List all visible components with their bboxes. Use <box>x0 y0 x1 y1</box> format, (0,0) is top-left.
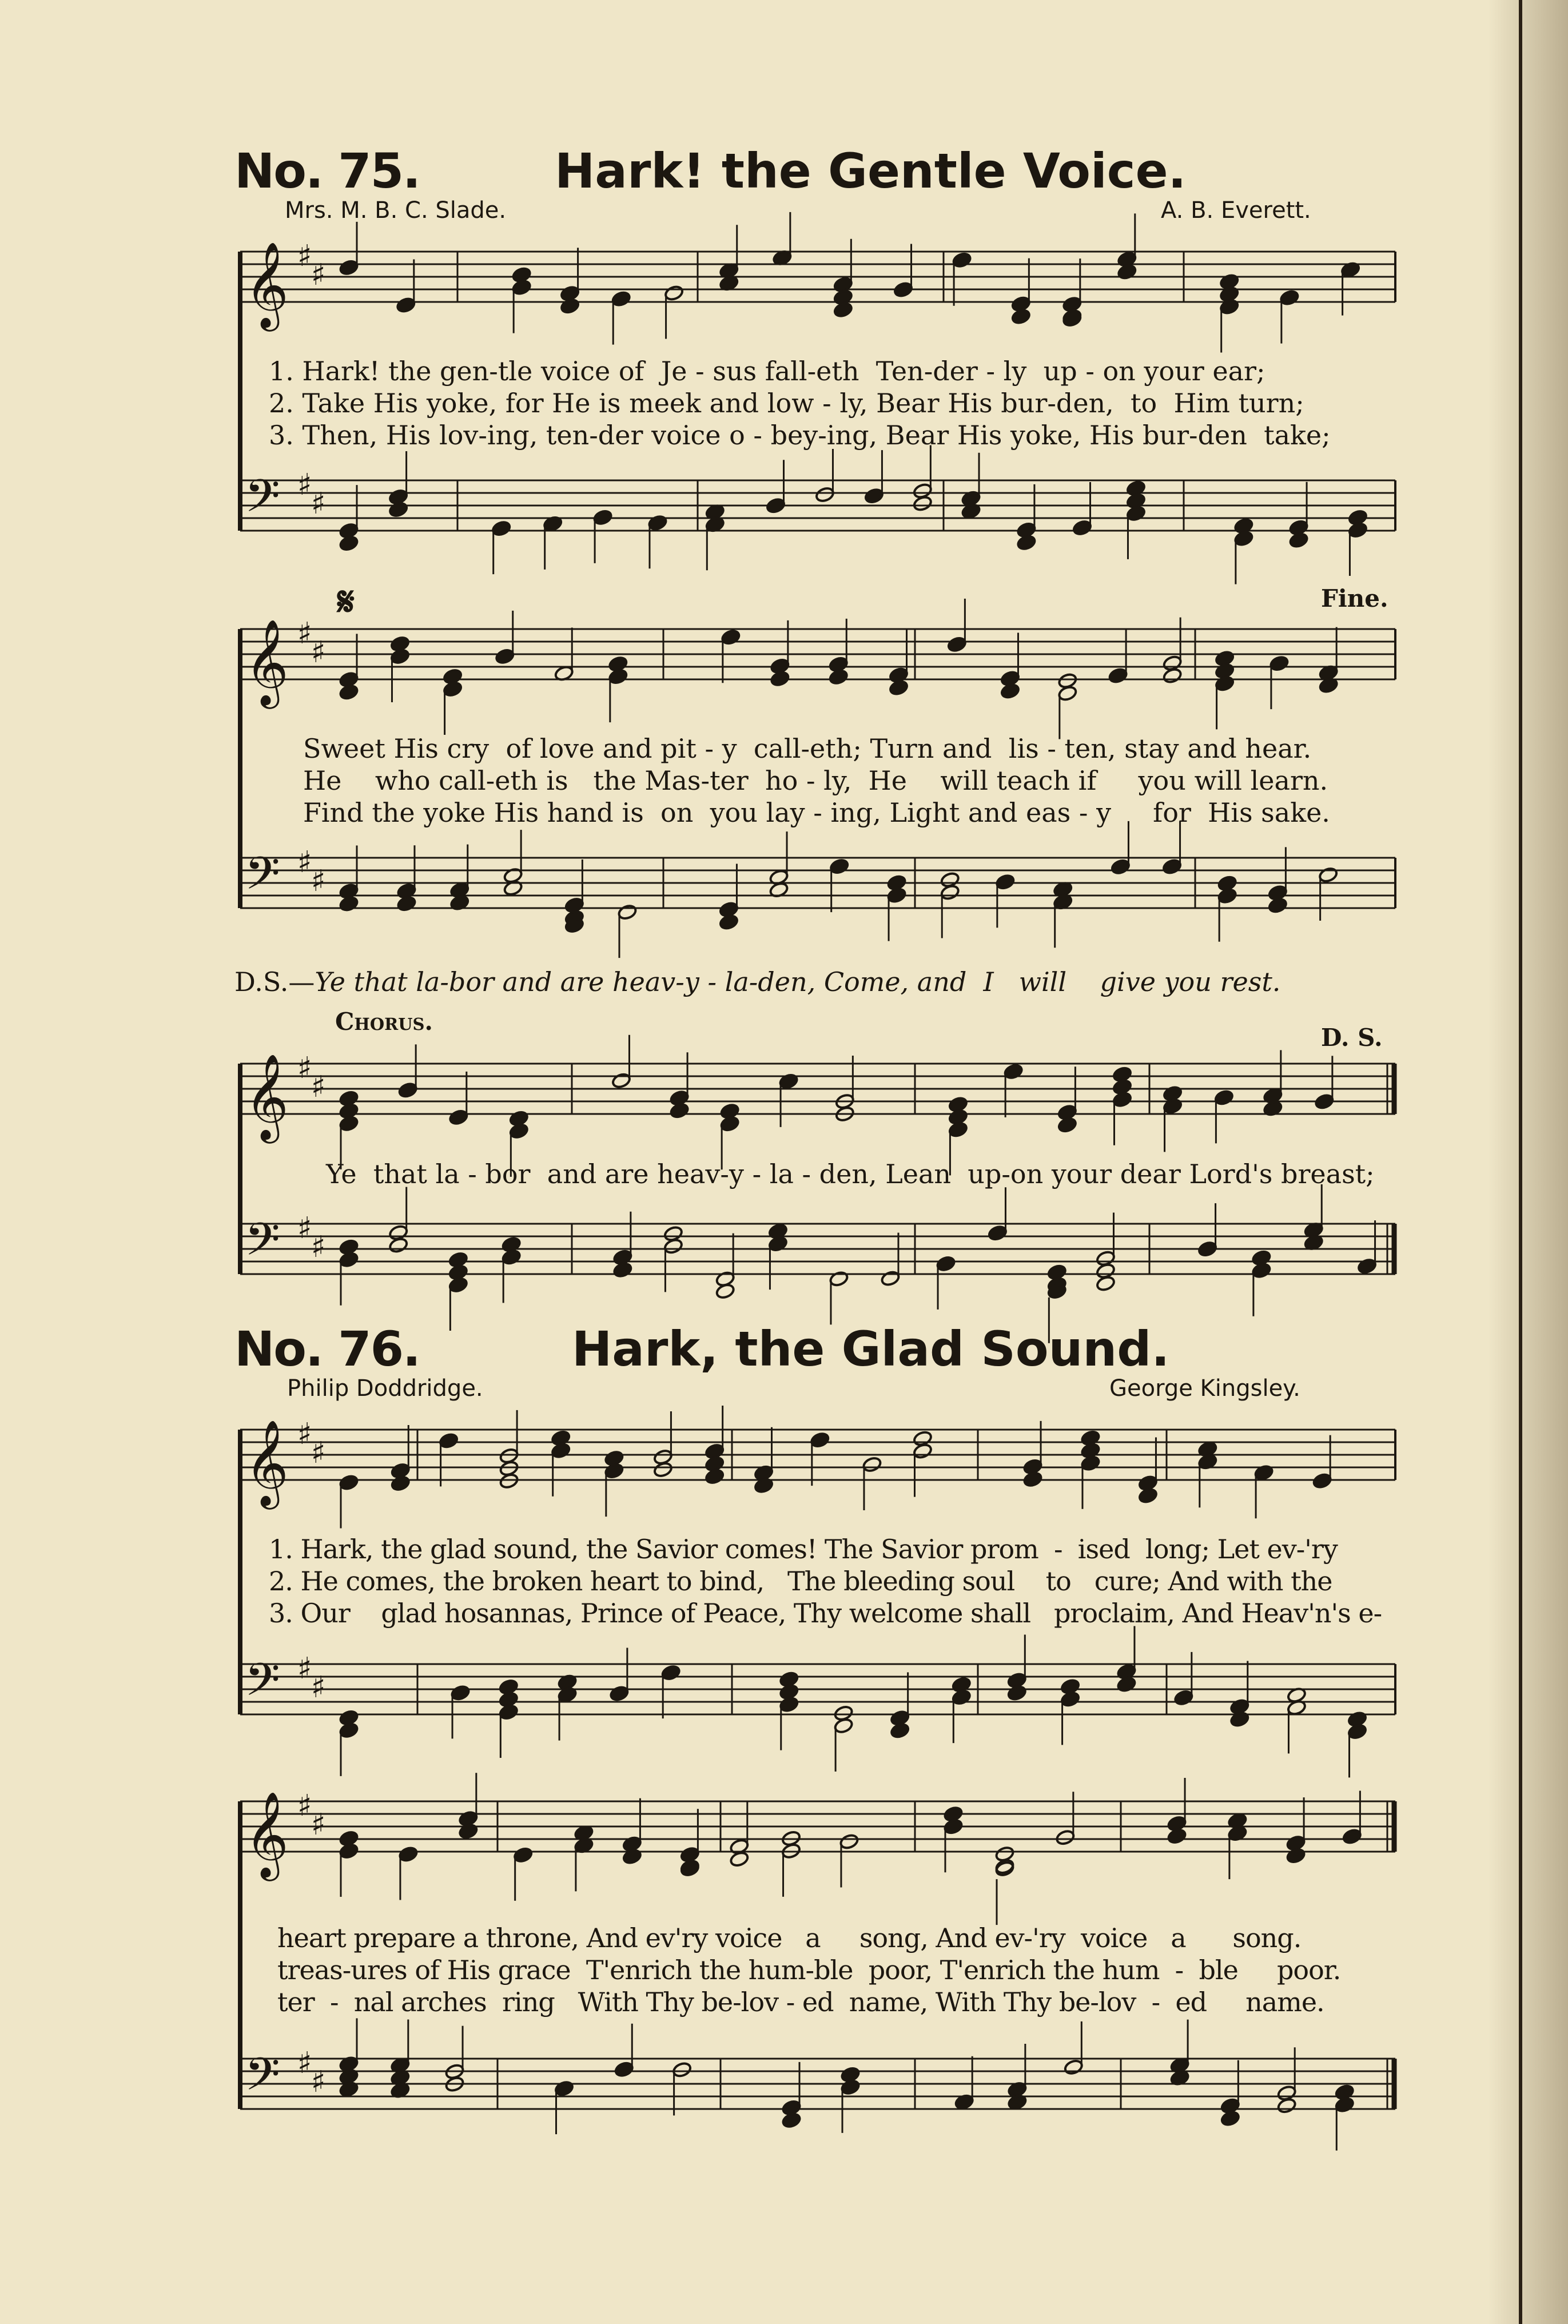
bass-staff <box>240 445 1395 584</box>
sharp-icon: ♯ <box>297 468 312 502</box>
hymn-75-verse-1-line-2: Sweet His cry of love and pit - y call-eth; Turn and lis - ten, stay and hear. <box>303 733 1312 764</box>
hymn-75-verse-1-line-1: 1. Hark! the gen-tle voice of Je - sus fall-eth Ten-der - ly up - on your ear; <box>269 356 1265 387</box>
sharp-icon: ♯ <box>311 1436 326 1470</box>
bass-staff <box>240 1184 1395 1343</box>
treble-clef-icon: 𝄞 <box>245 241 289 328</box>
fine-mark: Fine. <box>1321 584 1388 612</box>
sharp-icon: ♯ <box>311 635 326 670</box>
treble-staff <box>240 1406 1395 1528</box>
bass-clef-icon: 𝄢 <box>245 469 280 534</box>
sharp-icon: ♯ <box>297 845 312 880</box>
noteheads <box>339 1773 1362 1925</box>
sharp-icon: ♯ <box>311 2065 326 2099</box>
treble-clef-icon: 𝄞 <box>245 1419 289 1506</box>
sharp-icon: ♯ <box>297 1417 312 1451</box>
treble-staff <box>240 212 1395 353</box>
treble-staff <box>240 1035 1395 1177</box>
page-edge-shadow <box>1488 0 1568 2324</box>
ds-label: D.S.— <box>234 966 315 997</box>
noteheads <box>339 445 1368 584</box>
sharp-icon: ♯ <box>297 1652 312 1686</box>
hymn-75-chorus-lyric: Ye that la - bor and are heav-y - la - den, Lean up-on your dear Lord's breast; <box>326 1159 1375 1189</box>
treble-staff <box>240 599 1395 739</box>
hymn-76-verse-2-line-1: 2. He comes, the broken heart to bind, The bleeding soul to cure; And with the <box>269 1566 1332 1597</box>
hymn-75-verse-2-line-1: 2. Take His yoke, for He is meek and low - ly, Bear His bur-den, to Him turn; <box>269 388 1304 419</box>
hymn-76-verse-2-line-2: treas-ures of His grace T'enrich the hum-ble poor, T'enrich the hum - ble poor. <box>277 1955 1341 1985</box>
hymn-76-lyricist: Philip Doddridge. <box>287 1375 483 1402</box>
binding-edge <box>1519 0 1522 2324</box>
hymn-75-verse-3-line-1: 3. Then, His lov-ing, ten-der voice o - bey-ing, Bear His yoke, His bur-den take; <box>269 420 1331 451</box>
treble-clef-icon: 𝄞 <box>245 618 289 705</box>
sharp-icon: ♯ <box>311 1670 326 1705</box>
hymn-76-verse-1-line-2: heart prepare a throne, And ev'ry voice a song, And ev-'ry voice a song. <box>277 1923 1302 1953</box>
hymn-75-verse-2-line-2: He who call-eth is the Mas-ter ho - ly, He will teach if you will learn. <box>303 765 1328 796</box>
sharp-icon: ♯ <box>297 1789 312 1823</box>
noteheads <box>339 599 1338 739</box>
hymn-76-verse-3-line-1: 3. Our glad hosannas, Prince of Peace, Thy welcome shall proclaim, And Heav'n's e- <box>269 1598 1382 1629</box>
hymn-76-system-2 <box>229 1778 1407 2156</box>
hymn-76-verse-1-line-1: 1. Hark, the glad sound, the Savior comes! The Savior prom - ised long; Let ev-'ry <box>269 1534 1338 1565</box>
hymn-76-verse-3-line-2: ter - nal arches ring With Thy be-lov - ed name, With Thy be-lov - ed name. <box>277 1987 1324 2017</box>
sharp-icon: ♯ <box>297 1051 312 1085</box>
hymn-75-composer: A. B. Everett. <box>1161 197 1311 224</box>
hymn-75-lyricist: Mrs. M. B. C. Slade. <box>285 197 507 224</box>
sharp-icon: ♯ <box>311 1070 326 1104</box>
hymn-76-title: Hark, the Glad Sound. <box>572 1321 1170 1377</box>
hymn-76-composer: George Kingsley. <box>1109 1375 1300 1402</box>
treble-staff <box>240 1773 1395 1925</box>
sharp-icon: ♯ <box>311 1230 326 1264</box>
bass-staff <box>240 821 1395 958</box>
sharp-icon: ♯ <box>297 2046 312 2080</box>
noteheads <box>339 1035 1334 1177</box>
treble-clef-icon: 𝄞 <box>245 1053 289 1140</box>
sharp-icon: ♯ <box>311 864 326 898</box>
bass-clef-icon: 𝄢 <box>245 2048 280 2112</box>
hymn-76-system-1 <box>229 1407 1407 1761</box>
segno-sign: 𝄋 <box>337 578 355 625</box>
treble-clef-icon: 𝄞 <box>245 1790 289 1877</box>
bass-clef-icon: 𝄢 <box>245 1213 280 1277</box>
bass-clef-icon: 𝄢 <box>245 847 280 911</box>
sharp-icon: ♯ <box>311 487 326 521</box>
sharp-icon: ♯ <box>311 258 326 292</box>
ds-lyric-line <box>234 966 1280 997</box>
noteheads <box>339 1184 1377 1343</box>
bass-clef-icon: 𝄢 <box>245 1653 280 1717</box>
bass-staff <box>240 2018 1395 2150</box>
hymn-75-system-1 <box>229 229 1407 572</box>
noteheads <box>339 821 1338 958</box>
bass-staff <box>240 1626 1395 1778</box>
hymn-75-system-2 <box>229 606 1407 949</box>
ds-mark: D. S. <box>1321 1024 1383 1052</box>
hymn-75-number: No. 75. <box>234 143 420 199</box>
sharp-icon: ♯ <box>297 239 312 273</box>
hymn-75-verse-3-line-2: Find the yoke His hand is on you lay - ing, Light and eas - y for His sake. <box>303 797 1330 828</box>
sharp-icon: ♯ <box>297 616 312 651</box>
chorus-label: Chorus. <box>335 1008 433 1036</box>
hymn-76-number: No. 76. <box>234 1321 420 1377</box>
hymn-75-chorus-system <box>229 1041 1407 1310</box>
noteheads <box>339 212 1360 353</box>
sharp-icon: ♯ <box>297 1211 312 1245</box>
hymn-75-title: Hark! the Gentle Voice. <box>555 143 1187 199</box>
ds-text: Ye that la-bor and are heav-y - la-den, Come, and I will give you rest. <box>315 966 1281 997</box>
sharp-icon: ♯ <box>311 1808 326 1842</box>
